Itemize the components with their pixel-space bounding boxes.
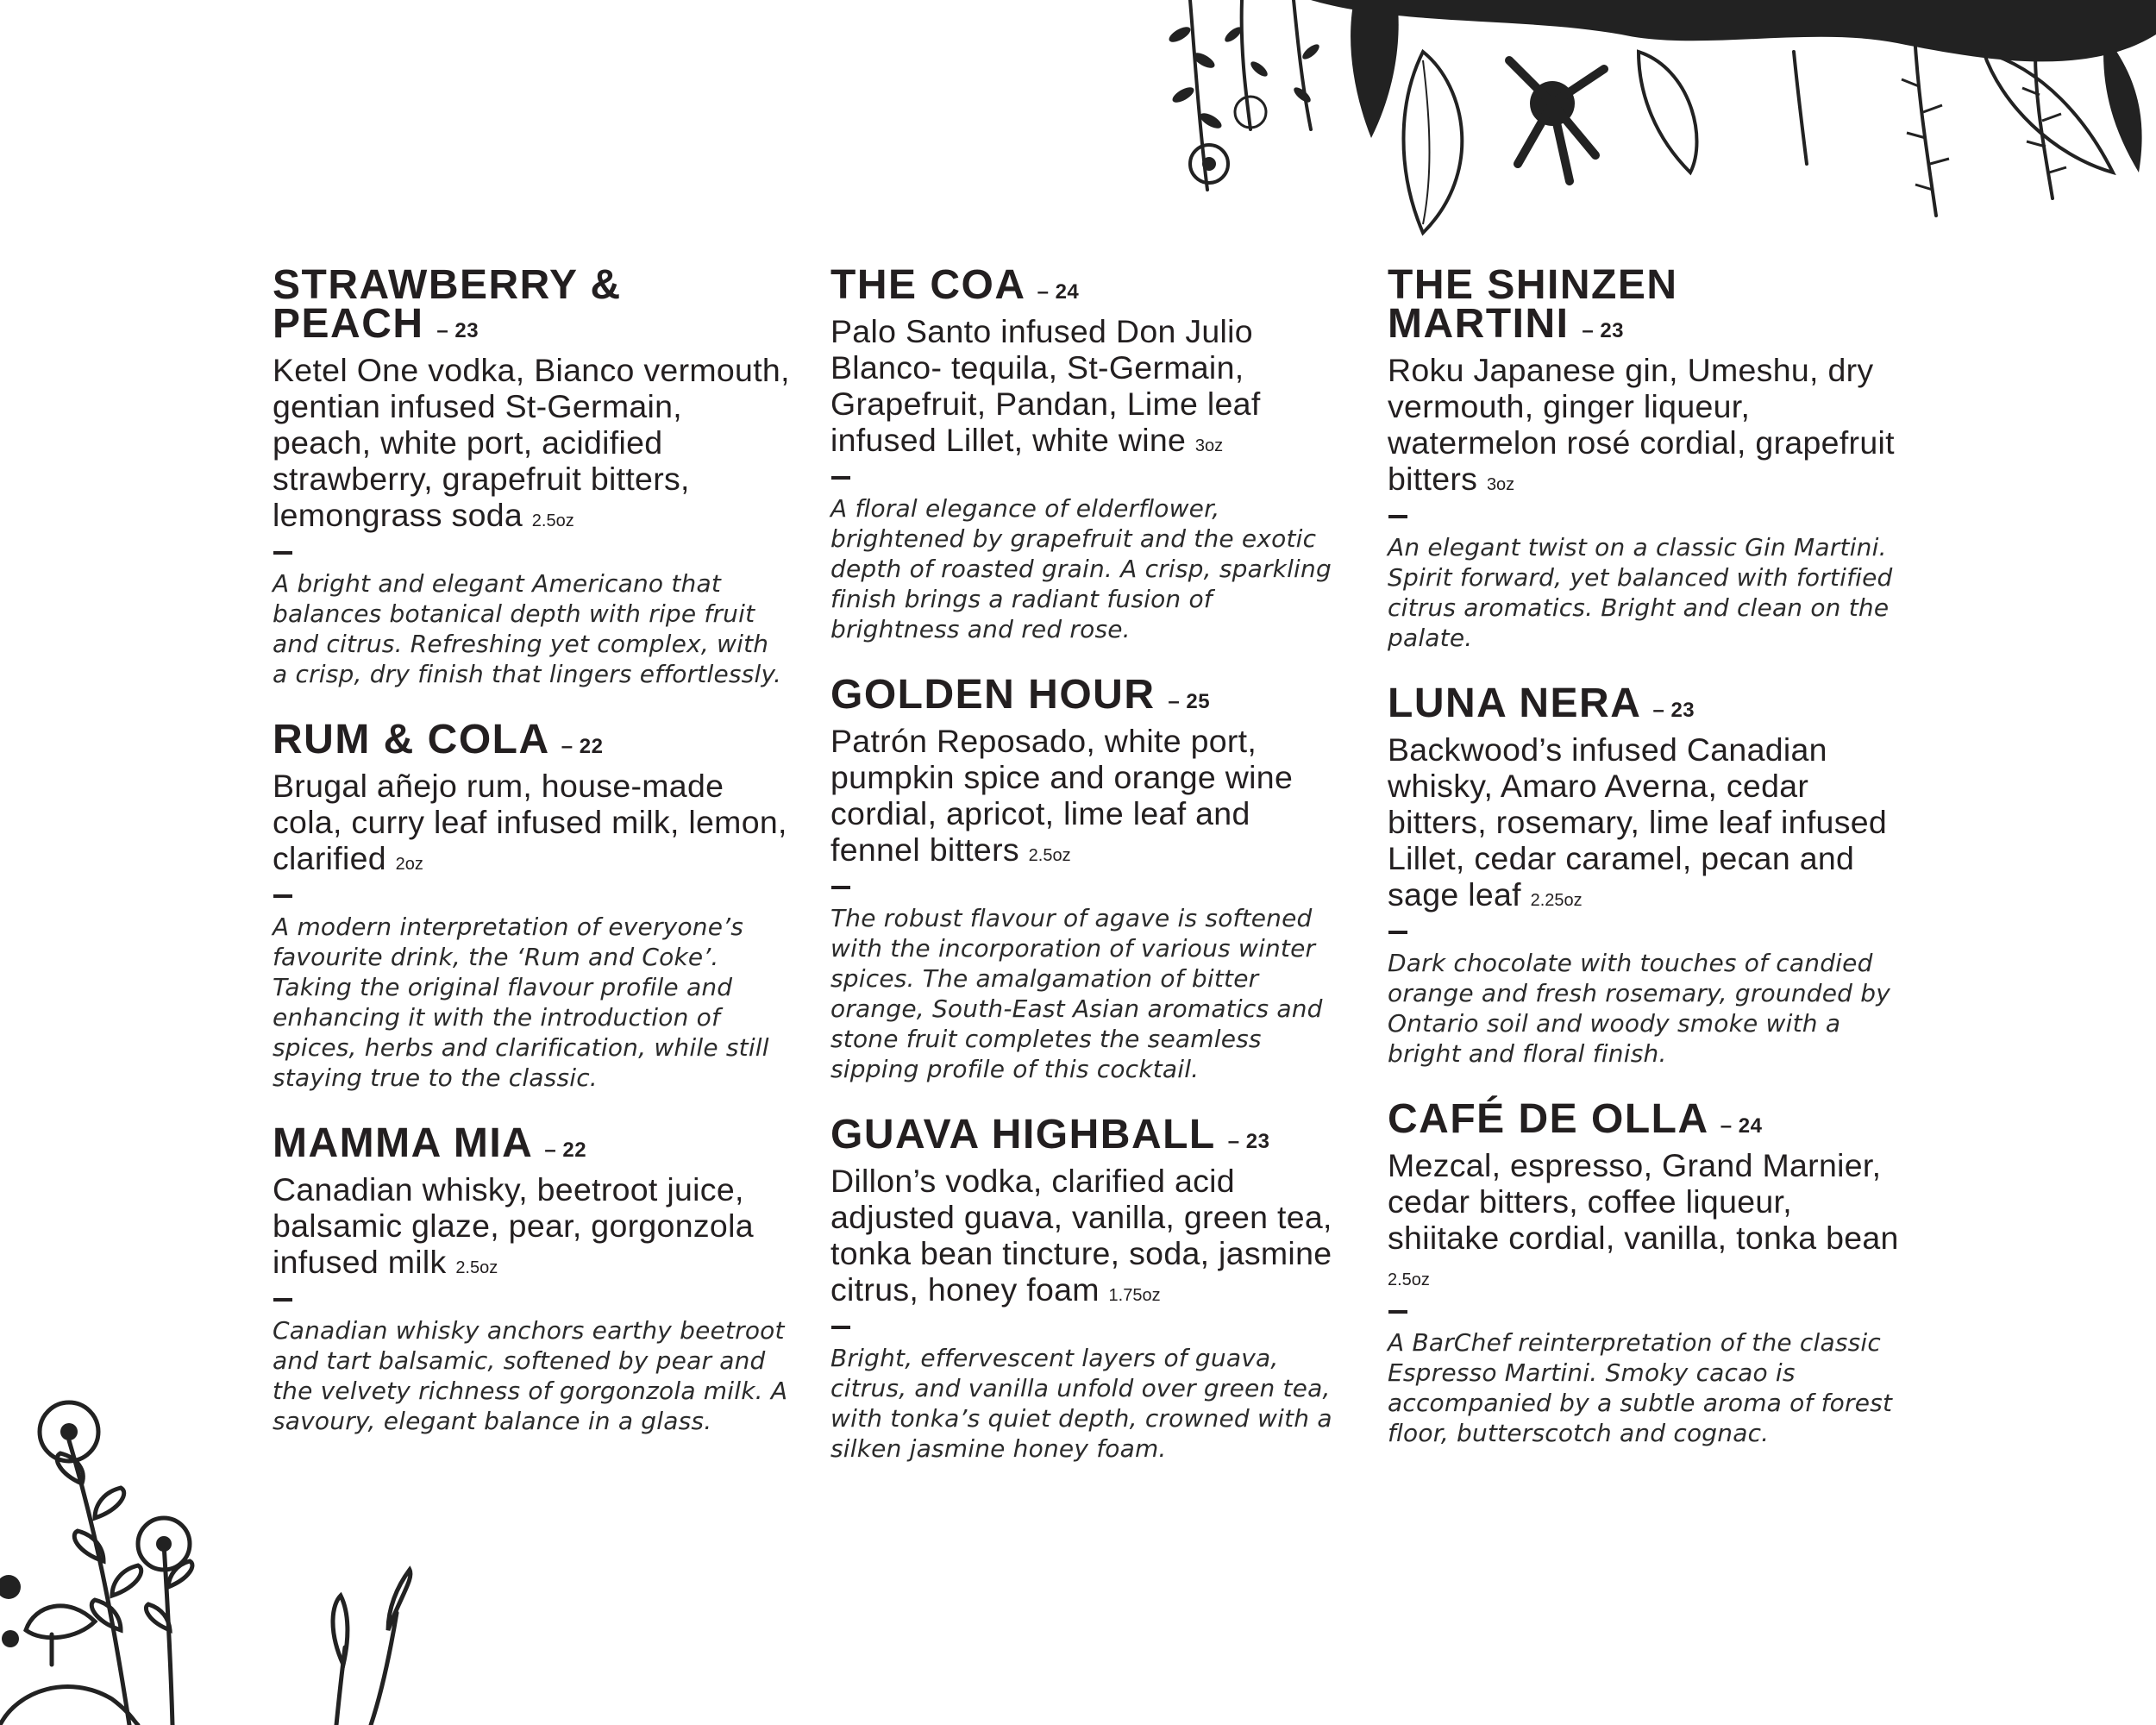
item-description: A BarChef reinterpretation of the classic Espresso Martini. Smoky cacao is accompanied by a subtle aroma of forest floor, butterscotch and cognac.	[1388, 1328, 1893, 1447]
item-name-line-2: PEACH	[273, 301, 424, 347]
item-volume: 2.25oz	[1530, 891, 1583, 910]
item-title	[1388, 681, 1905, 730]
item-volume: 2.5oz	[531, 511, 574, 530]
item-volume: 1.75oz	[1108, 1286, 1161, 1305]
item-name-line-1: THE SHINZEN	[1388, 262, 1678, 308]
menu-item-the-coa	[830, 262, 1348, 644]
item-volume: 2oz	[395, 855, 423, 874]
item-name-line-2: MARTINI	[1388, 301, 1570, 347]
item-title	[1388, 262, 1905, 350]
menu-column-1	[273, 262, 790, 1467]
item-price: – 23	[1582, 319, 1625, 342]
divider	[831, 886, 850, 889]
item-name: RUM & COLA	[273, 717, 548, 762]
item-price: – 24	[1720, 1114, 1763, 1138]
item-ingredients	[830, 1163, 1348, 1314]
item-title	[1388, 1096, 1905, 1145]
divider	[273, 1298, 292, 1302]
ingredients-text: Ketel One vodka, Bianco vermouth, gentian infused St-Germain, peach, white port, acidified strawberry, grapefruit bitters, lemongrass soda	[273, 352, 790, 533]
ingredients-text: Palo Santo infused Don Julio Blanco- tequila, St-Germain, Grapefruit, Pandan, Lime leaf infused Lillet, white wine	[830, 313, 1261, 458]
item-ingredients	[273, 1171, 790, 1286]
item-description: A floral elegance of elderflower, brightened by grapefruit and the exotic depth of roasted grain. A crisp, sparkling finish brings a radiant fusion of brightness and red rose.	[830, 494, 1332, 643]
item-description: A modern interpretation of everyone’s favourite drink, the ‘Rum and Coke’. Taking the original flavour profile and enhancing it with the introduction of spices, herbs and clarification, while still staying true to the classic.	[273, 913, 769, 1092]
item-description: The robust flavour of agave is softened with the incorporation of various winter spices. The amalgamation of bitter orange, South-East Asian aromatics and stone fruit completes the seamless sipping profile of this cocktail.	[830, 904, 1323, 1083]
menu-item-guava-highball	[830, 1112, 1348, 1464]
menu-column-2	[830, 262, 1348, 1495]
menu-item-luna-nera	[1388, 681, 1905, 1069]
item-ingredients	[1388, 352, 1905, 503]
item-description: Bright, effervescent layers of guava, citrus, and vanilla unfold over green tea, with tonka’s quiet depth, crowned with a silken jasmine honey foam.	[830, 1344, 1332, 1463]
ingredients-text: Dillon’s vodka, clarified acid adjusted guava, vanilla, green tea, tonka bean tincture, soda, jasmine citrus, honey foam	[830, 1163, 1332, 1308]
item-description: Dark chocolate with touches of candied orange and fresh rosemary, grounded by Ontario soil and woody smoke with a bright and floral finish.	[1388, 949, 1890, 1068]
item-price: – 25	[1168, 690, 1211, 713]
item-volume: 2.5oz	[1028, 846, 1071, 865]
menu-column-3	[1388, 262, 1905, 1479]
item-name-line-1: STRAWBERRY &	[273, 262, 622, 308]
divider	[1388, 931, 1407, 934]
menu-item-shinzen-martini	[1388, 262, 1905, 653]
item-price: – 22	[544, 1138, 587, 1162]
item-name: MAMMA MIA	[273, 1120, 532, 1166]
item-volume: 3oz	[1486, 475, 1515, 494]
item-title	[273, 717, 790, 766]
item-ingredients	[830, 723, 1348, 874]
item-title	[830, 672, 1348, 721]
botanical-herbs-icon	[1138, 0, 2156, 237]
item-price: – 23	[436, 319, 479, 342]
ingredients-text: Canadian whisky, beetroot juice, balsamic glaze, pear, gorgonzola infused milk	[273, 1171, 754, 1280]
divider	[831, 1326, 850, 1329]
item-name: THE COA	[830, 262, 1025, 308]
item-ingredients	[830, 313, 1348, 464]
item-ingredients	[1388, 731, 1905, 919]
divider	[1388, 1310, 1407, 1314]
item-ingredients	[273, 768, 790, 882]
item-volume: 3oz	[1194, 436, 1224, 455]
item-title	[830, 1112, 1348, 1161]
item-price: – 22	[561, 735, 604, 758]
item-title	[830, 262, 1348, 311]
item-description: A bright and elegant Americano that balances botanical depth with ripe fruit and citrus. Refreshing yet complex, with a crisp, dry finish that lingers effortlessly.	[273, 569, 782, 688]
item-name: GUAVA HIGHBALL	[830, 1112, 1215, 1157]
item-price: – 23	[1227, 1130, 1270, 1153]
item-name: GOLDEN HOUR	[830, 672, 1156, 718]
item-ingredients	[273, 352, 790, 539]
divider	[273, 894, 292, 898]
ingredients-text: Mezcal, espresso, Grand Marnier, cedar bitters, coffee liqueur, shiitake cordial, vanilla, tonka bean	[1388, 1147, 1899, 1256]
menu-item-strawberry-peach	[273, 262, 790, 689]
item-name: CAFÉ DE OLLA	[1388, 1096, 1708, 1142]
item-volume: 2.5oz	[455, 1258, 498, 1277]
ingredients-text: Patrón Reposado, white port, pumpkin spice and orange wine cordial, apricot, lime leaf and fennel bitters	[830, 723, 1294, 868]
ingredients-text: Backwood’s infused Canadian whisky, Amaro Averna, cedar bitters, rosemary, lime leaf infused Lillet, cedar caramel, pecan and sage leaf	[1388, 731, 1888, 913]
item-volume: 2.5oz	[1388, 1270, 1430, 1289]
item-title	[273, 262, 790, 350]
item-price: – 23	[1652, 699, 1695, 722]
menu-item-rum-cola	[273, 717, 790, 1093]
item-description: An elegant twist on a classic Gin Martini. Spirit forward, yet balanced with fortified citrus aromatics. Bright and clean on the palate.	[1388, 533, 1893, 652]
item-price: – 24	[1037, 280, 1080, 304]
item-description: Canadian whisky anchors earthy beetroot and tart balsamic, softened by pear and the velvety richness of gorgonzola milk. A savoury, elegant balance in a glass.	[273, 1316, 788, 1435]
divider	[1388, 515, 1407, 518]
item-name: LUNA NERA	[1388, 681, 1640, 726]
divider	[273, 551, 292, 555]
divider	[831, 476, 850, 480]
menu-item-cafe-de-olla	[1388, 1096, 1905, 1448]
item-title	[273, 1120, 790, 1170]
menu-item-golden-hour	[830, 672, 1348, 1084]
item-ingredients	[1388, 1147, 1905, 1298]
ingredients-text: Brugal añejo rum, house-made cola, curry leaf infused milk, lemon, clarified	[273, 768, 787, 876]
ingredients-text: Roku Japanese gin, Umeshu, dry vermouth, ginger liqueur, watermelon rosé cordial, grapefruit bitters	[1388, 352, 1895, 497]
menu-item-mamma-mia	[273, 1120, 790, 1436]
